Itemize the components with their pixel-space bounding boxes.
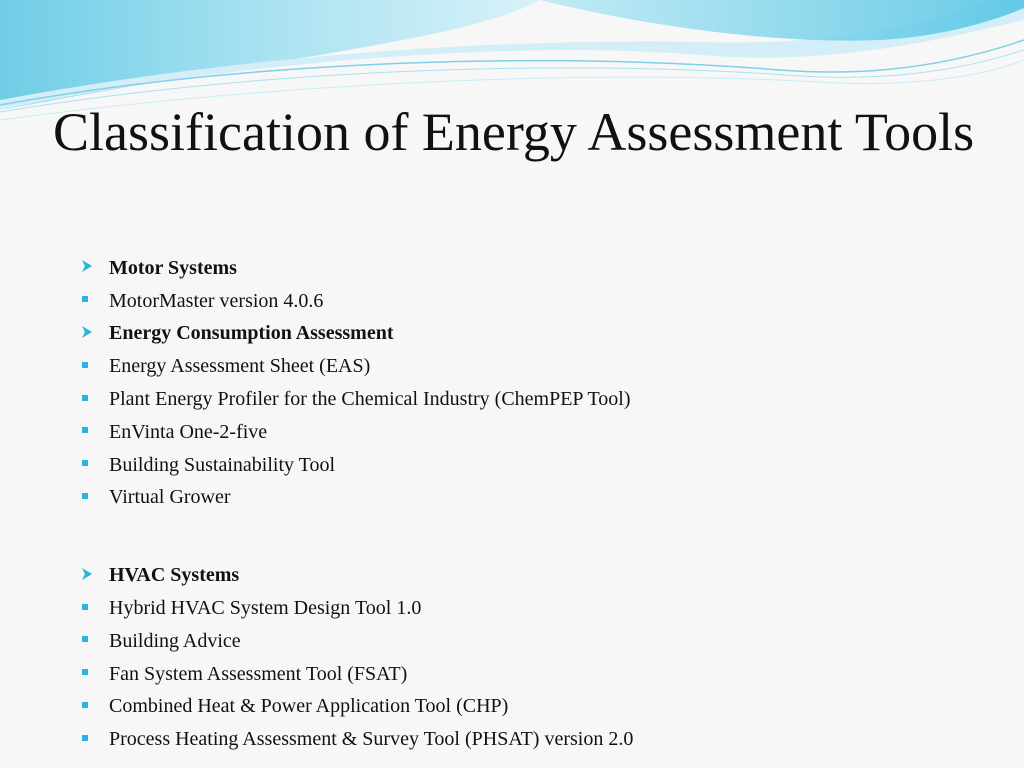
section-heading xyxy=(80,318,980,351)
list-item-label: Plant Energy Profiler for the Chemical Industry (ChemPEP Tool) xyxy=(109,388,631,411)
list-item-label: Fan System Assessment Tool (FSAT) xyxy=(109,662,408,685)
square-bullet-icon xyxy=(80,464,109,466)
section-heading-label: Motor Systems xyxy=(109,256,237,279)
arrow-bullet-icon xyxy=(80,571,109,581)
list-item-label: Building Sustainability Tool xyxy=(109,453,336,476)
list-item xyxy=(80,449,980,482)
square-bullet-icon xyxy=(80,366,109,368)
list-item xyxy=(80,383,980,416)
square-bullet-icon xyxy=(80,640,109,642)
square-bullet-icon xyxy=(80,399,109,401)
slide-title: Classification of Energy Assessment Tools xyxy=(53,102,975,162)
list-item xyxy=(80,592,980,625)
arrow-bullet-icon xyxy=(80,263,109,273)
square-bullet-icon xyxy=(80,497,109,499)
square-bullet-icon xyxy=(80,300,109,302)
list-item xyxy=(80,723,980,756)
bullet-list xyxy=(80,252,980,756)
list-item-label: Combined Heat & Power Application Tool (CHP) xyxy=(109,695,509,718)
section-heading xyxy=(80,252,980,285)
list-item-label: Energy Assessment Sheet (EAS) xyxy=(109,355,371,378)
list-item xyxy=(80,658,980,691)
list-item-label: Virtual Grower xyxy=(109,486,231,509)
section-heading-label: Energy Consumption Assessment xyxy=(109,322,394,345)
list-item-label: Building Advice xyxy=(109,629,241,652)
square-bullet-icon xyxy=(80,431,109,433)
square-bullet-icon xyxy=(80,706,109,708)
square-bullet-icon xyxy=(80,739,109,741)
square-bullet-icon xyxy=(80,673,109,675)
arrow-bullet-icon xyxy=(80,329,109,339)
section-heading-label: HVAC Systems xyxy=(109,564,240,587)
list-item-label: EnVinta One-2-five xyxy=(109,420,268,443)
list-item xyxy=(80,482,980,515)
list-item xyxy=(80,625,980,658)
list-item-label: Hybrid HVAC System Design Tool 1.0 xyxy=(109,597,422,620)
list-item xyxy=(80,350,980,383)
list-item xyxy=(80,691,980,724)
list-item-label: Process Heating Assessment & Survey Tool (PHSAT) version 2.0 xyxy=(109,728,634,751)
square-bullet-icon xyxy=(80,608,109,610)
list-item xyxy=(80,285,980,318)
section-heading xyxy=(80,559,980,592)
list-item-label: MotorMaster version 4.0.6 xyxy=(109,289,324,312)
list-item xyxy=(80,416,980,449)
